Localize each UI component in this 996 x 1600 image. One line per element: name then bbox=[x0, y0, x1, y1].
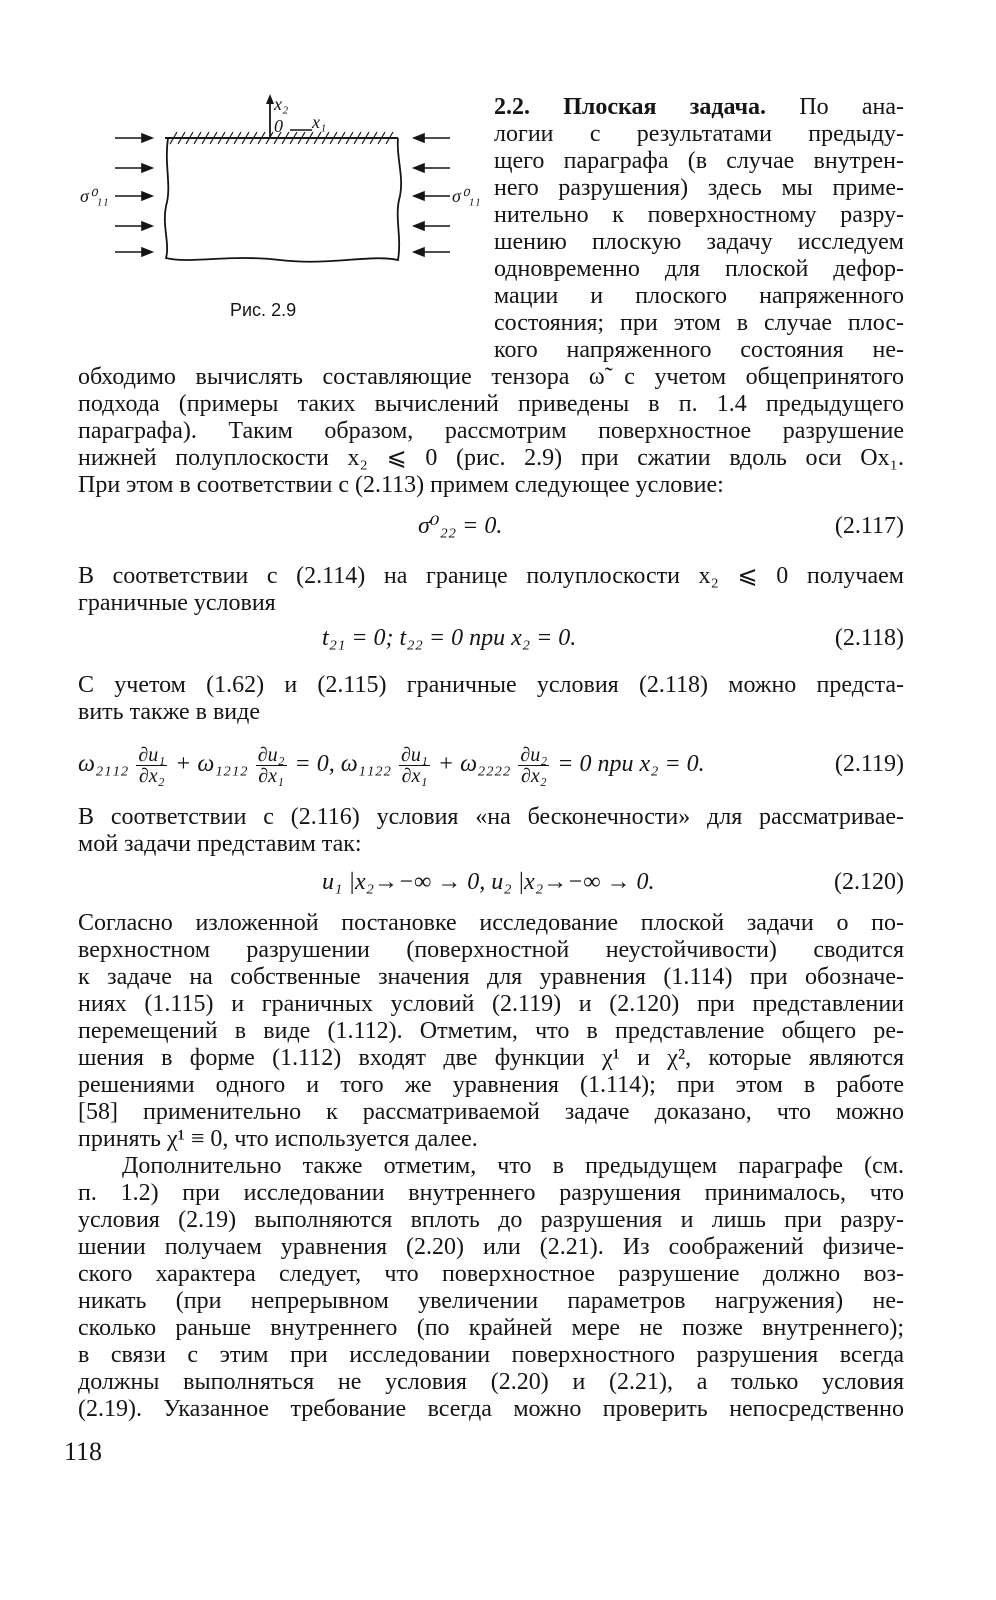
text-line: ского характера следует, что поверхностное разрушение должно воз- bbox=[78, 1261, 904, 1287]
section-heading-line bbox=[494, 94, 904, 121]
equation-2-117 bbox=[78, 510, 904, 550]
stress-left-label: σ⁰₁₁ bbox=[80, 186, 109, 206]
text-line: ниях (1.115) и граничных условий (2.119) и (2.120) при представлении bbox=[78, 991, 904, 1017]
section-first-line-rest: По ана- bbox=[799, 94, 904, 120]
equation-2-120-body: u₁ |x₂→−∞ → 0, u₂ |x₂→−∞ → 0. bbox=[322, 869, 655, 895]
equation-2-119-body bbox=[78, 736, 705, 792]
axis-x2-label: x₂ bbox=[274, 94, 289, 114]
text-line: подхода (примеры таких вычислений приведены в п. 1.4 предыдущего bbox=[78, 391, 904, 417]
text-line: принять χ¹ ≡ 0, что используется далее. bbox=[78, 1126, 478, 1152]
text-line: мой задачи представим так: bbox=[78, 831, 362, 857]
text-line: [58] применительно к рассматриваемой задаче доказано, что можно bbox=[78, 1099, 904, 1125]
equation-2-118 bbox=[78, 622, 904, 662]
figure-2-9 bbox=[80, 86, 490, 336]
equation-2-117-number: (2.117) bbox=[834, 513, 904, 539]
text-line: должны выполняться не условия (2.20) и (2.21), а только условия bbox=[78, 1369, 904, 1395]
text-line: одновременно для плоской дефор- bbox=[494, 256, 904, 282]
equation-2-119-number: (2.119) bbox=[834, 751, 904, 777]
eq119-frac-3: $\frac{\text{∂u₁}}{\text{∂x₁}}$ bbox=[401, 743, 428, 787]
eq119-frac-4: $\frac{\text{∂u₂}}{\text{∂x₂}}$ bbox=[520, 743, 548, 787]
text-line: В соответствии с (2.114) на границе полуплоскости x₂ ⩽ 0 получаем bbox=[78, 563, 904, 589]
text-line: обходимо вычислять составляющие тензора ω̃ с учетом общепринятого bbox=[78, 364, 904, 390]
text-line: параграфа). Таким образом, рассмотрим поверхностное разрушение bbox=[78, 418, 904, 444]
text-line: нительно к поверхностному разру- bbox=[494, 202, 904, 228]
text-line: состояния; при этом в случае плос- bbox=[494, 310, 904, 336]
figure-caption: Рис. 2.9 bbox=[230, 300, 297, 320]
text-line: шении получаем уравнения (2.20) или (2.21). Из соображений физиче- bbox=[78, 1234, 904, 1260]
text-line: шению плоскую задачу исследуем bbox=[494, 229, 904, 255]
text-line: граничные условия bbox=[78, 590, 276, 616]
text-line: в связи с этим при исследовании поверхностного разрушения всегда bbox=[78, 1342, 904, 1368]
text-line: щего параграфа (в случае внутрен- bbox=[494, 148, 904, 174]
text-line: Дополнительно также отметим, что в предыдущем параграфе (см. bbox=[122, 1153, 904, 1179]
section-title: 2.2. Плоская задача. bbox=[494, 94, 767, 120]
text-line: нижней полуплоскости x₂ ⩽ 0 (рис. 2.9) при сжатии вдоль оси Ox₁. bbox=[78, 445, 904, 471]
eq119-coef-4: + ω₂₂₂₂ bbox=[437, 751, 511, 777]
eq119-frac-2: $\frac{\text{∂u₂}}{\text{∂x₁}}$ bbox=[257, 743, 285, 787]
text-line: При этом в соответствии с (2.113) примем следующее условие: bbox=[78, 472, 724, 498]
text-line: Согласно изложенной постановке исследование плоской задачи о по- bbox=[78, 910, 904, 936]
axis-x1-label: x₁ bbox=[312, 112, 327, 132]
text-line: шения в форме (1.112) входят две функции χ¹ и χ², которые являются bbox=[78, 1045, 904, 1071]
equation-2-118-number: (2.118) bbox=[834, 625, 904, 651]
equation-2-117-body: σ⁰₂₂ = 0. bbox=[418, 513, 503, 539]
stress-right-label: σ⁰₁₁ bbox=[452, 186, 481, 206]
equation-2-120 bbox=[78, 866, 904, 906]
text-line: кого напряженного состояния не- bbox=[494, 337, 904, 363]
text-line: С учетом (1.62) и (2.115) граничные условия (2.118) можно предста- bbox=[78, 672, 904, 698]
eq119-coef-1: ω₂₁₁₂ bbox=[78, 751, 129, 777]
text-line: мации и плоского напряженного bbox=[494, 283, 904, 309]
text-line: (2.19). Указанное требование всегда можно проверить непосредственно bbox=[78, 1396, 904, 1422]
text-line: перемещений в виде (1.112). Отметим, что в представление общего ре- bbox=[78, 1018, 904, 1044]
text-line: вить также в виде bbox=[78, 699, 260, 725]
text-line: него разрушения) здесь мы приме- bbox=[494, 175, 904, 201]
axis-origin-label: 0 bbox=[274, 116, 283, 136]
text-line: никать (при непрерывном увеличении параметров нагружения) не- bbox=[78, 1288, 904, 1314]
half-plane-diagram bbox=[80, 86, 490, 336]
eq119-coef-2: + ω₁₂₁₂ bbox=[175, 751, 248, 777]
equation-2-119 bbox=[78, 736, 904, 792]
eq119-frac-1: $\frac{\text{∂u₁}}{\text{∂x₂}}$ bbox=[138, 743, 166, 787]
text-line: верхностном разрушении (поверхностной неустойчивости) сводится bbox=[78, 937, 904, 963]
text-line: решениями одного и того же уравнения (1.114); при этом в работе bbox=[78, 1072, 904, 1098]
eq119-tail: = 0 при x₂ = 0. bbox=[557, 751, 705, 777]
text-line: к задаче на собственные значения для уравнения (1.114) при обозначе- bbox=[78, 964, 904, 990]
text-line: п. 1.2) при исследовании внутреннего разрушения принималось, что bbox=[78, 1180, 904, 1206]
page-number: 118 bbox=[64, 1437, 103, 1466]
text-line: сколько раньше внутреннего (по крайней мере не позже внутреннего); bbox=[78, 1315, 904, 1341]
equation-2-120-number: (2.120) bbox=[834, 869, 904, 895]
eq119-mid: = 0, ω₁₁₂₂ bbox=[294, 751, 392, 777]
equation-2-118-body: t₂₁ = 0; t₂₂ = 0 при x₂ = 0. bbox=[322, 625, 577, 651]
text-line: условия (2.19) выполняются вплоть до разрушения и лишь при разру- bbox=[78, 1207, 904, 1233]
text-line: В соответствии с (2.116) условия «на бесконечности» для рассматривае- bbox=[78, 804, 904, 830]
text-line: логии с результатами предыду- bbox=[494, 121, 904, 147]
